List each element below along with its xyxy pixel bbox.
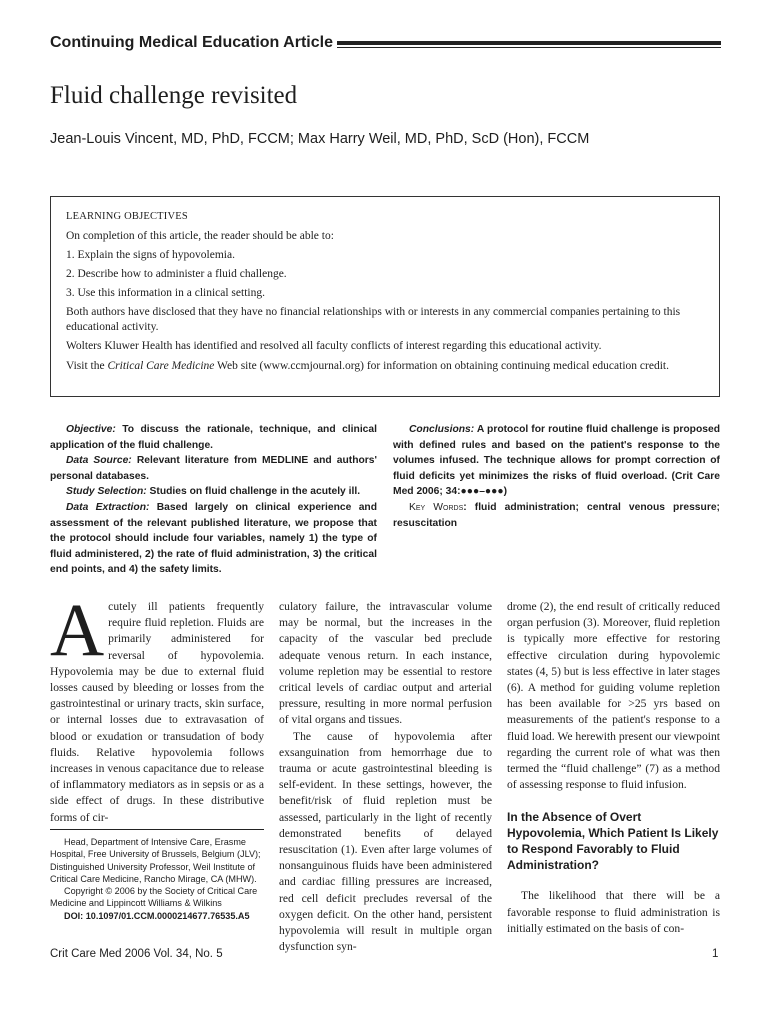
visit-prefix: Visit the [66,359,108,372]
body-column-1 [50,589,264,826]
body-paragraph: drome (2), the end result of critically reduced organ perfusion (3). Moreover, fluid repletion is typically more effective for restoring effective circulation during hypovolemic states (4, 5) but is less effective in later stages (6). A method for guiding volume repletion has been available for >25 yrs based on measurements of the patient's response to a fluid load. We herewith present our viewpoint regarding the current role of what was then termed the “fluid challenge” (7) as a method of assessing response to fluid infusion. [507,600,720,792]
learning-objectives-box [50,196,720,397]
abstract-label: Data Extraction: [66,501,150,513]
page-number: 1 [712,948,719,960]
visit-suffix: Web site (www.ccmjournal.org) for information on obtaining continuing medical education credit. [214,359,669,372]
abstract-left-column [50,422,377,578]
abstract-text: Based largely on clinical experience and assessment of the relevant published literature, we propose that the protocol should include four variables, namely 1) the type of fluid administered, 2) the rate of fluid administration, 3) the critical end points, and 4) the safety limits. [50,501,378,576]
learning-objectives-intro: On completion of this article, the reader should be able to: [66,229,334,242]
body-column-3 [507,599,720,937]
abstract-text: A protocol for routine fluid challenge is proposed with defined rules and based on the patient's response to the volumes infused. The technique allows for prompt correction of fluid deficits yet minimizes the risks of fluid overload. (Crit Care Med 2006; 34:●●●–●●●) [393,424,720,498]
body-paragraph: The likelihood that there will be a favorable response to fluid administration is initially estimated on the basis of con- [507,889,720,935]
footnotes [50,836,264,922]
objective-item: 2. Describe how to administer a fluid challenge. [66,267,287,280]
copyright-note: Copyright © 2006 by the Society of Critical Care Medicine and Lippincott Williams & Wilkins [50,886,258,909]
section-label: Continuing Medical Education Article [50,34,333,51]
drop-cap: A [50,589,105,672]
keywords-text: : fluid administration; central venous pressure; resuscitation [393,501,720,529]
author-list: Jean-Louis Vincent, MD, PhD, FCCM; Max Harry Weil, MD, PhD, ScD (Hon), FCCM [50,131,590,147]
body-paragraph: cutely ill patients frequently require fluid repletion. Fluids are primarily administered for reversal of hypovolemia. Hypovolemia may be due to external fluid losses caused by bleeding or losses from the gastrointestinal or urinary tracts, skin surface, or internal losses due to extravasation of blood or exudation or transudation of body fluids. Relative hypovolemia follows increases in venous capacitance due to release of inflammatory mediators as in sepsis or as a side effect of drugs. In these distributive forms of cir- [50,600,264,824]
doi-note: DOI: 10.1097/01.CCM.0000214677.76535.A5 [64,910,250,921]
abstract-text: Studies on fluid challenge in the acutely ill. [146,486,361,498]
body-paragraph: culatory failure, the intravascular volume may be normal, but the increases in the capacity of the vascular bed preclude adequate venous return. In each instance, volume repletion may be essential to restore critical levels of cardiac output and arterial pressure, resulting in more normal perfusion of vital organs and tissues. [279,600,492,727]
abstract-study-selection [50,484,377,500]
abstract-keywords [393,500,720,531]
abstract-label: Study Selection: [66,486,147,498]
objective-item: 1. Explain the signs of hypovolemia. [66,248,235,261]
body-paragraph: The cause of hypovolemia after exsanguination from hemorrhage due to trauma or acute gastrointestinal bleeding is self-evident. In these settings, however, the benefit/risk of fluid repletion must be assessed, particularly in the light of recently demonstrated benefits of delayed resuscitation (1). Even after large volumes of nonsanguinous fluids have been administered and cardiac filling pressures are increased, red cell deficit precludes reversal of the oxygen deficit. On the other hand, persistent hypovolemia will result in multiple organ dysfunction syn- [279,729,492,954]
body-column-2 [279,599,492,955]
abstract-conclusions [393,422,720,500]
disclosure-statement: Both authors have disclosed that they have no financial relationships with or interests in any commercial companies pertaining to this educational activity. [66,305,681,333]
header-rule [337,41,721,48]
abstract-label: Objective: [66,424,116,435]
footnote-divider [50,829,264,830]
journal-citation: Crit Care Med 2006 Vol. 34, No. 5 [50,948,223,960]
conflict-statement: Wolters Kluwer Health has identified and resolved all faculty conflicts of interest regarding this educational activity. [66,340,602,352]
cme-credit-note [66,359,705,374]
keywords-label: Key Words [409,501,464,513]
affiliation-note: Head, Department of Intensive Care, Erasme Hospital, Free University of Brussels, Belgium (JLV); Distinguished University Professor, Weil Institute of Critical Care Medicine, Rancho Mirage, CA (MHW). [50,837,261,884]
journal-name: Critical Care Medicine [107,359,215,372]
abstract-objective [50,422,377,453]
abstract-label: Conclusions: [409,424,475,435]
abstract-data-source [50,453,377,484]
abstract-right-column [393,422,720,531]
objective-item: 3. Use this information in a clinical setting. [66,286,265,299]
article-title: Fluid challenge revisited [50,82,298,109]
abstract-text: Relevant literature from MEDLINE and authors' personal databases. [50,455,377,482]
section-heading: In the Absence of Overt Hypovolemia, Which Patient Is Likely to Respond Favorably to Fluid Administration? [507,810,719,873]
abstract-text: To discuss the rationale, technique, and clinical application of the fluid challenge. [50,424,377,451]
learning-objectives-heading: LEARNING OBJECTIVES [66,211,188,222]
abstract-data-extraction [50,500,377,578]
abstract-label: Data Source: [66,455,132,467]
